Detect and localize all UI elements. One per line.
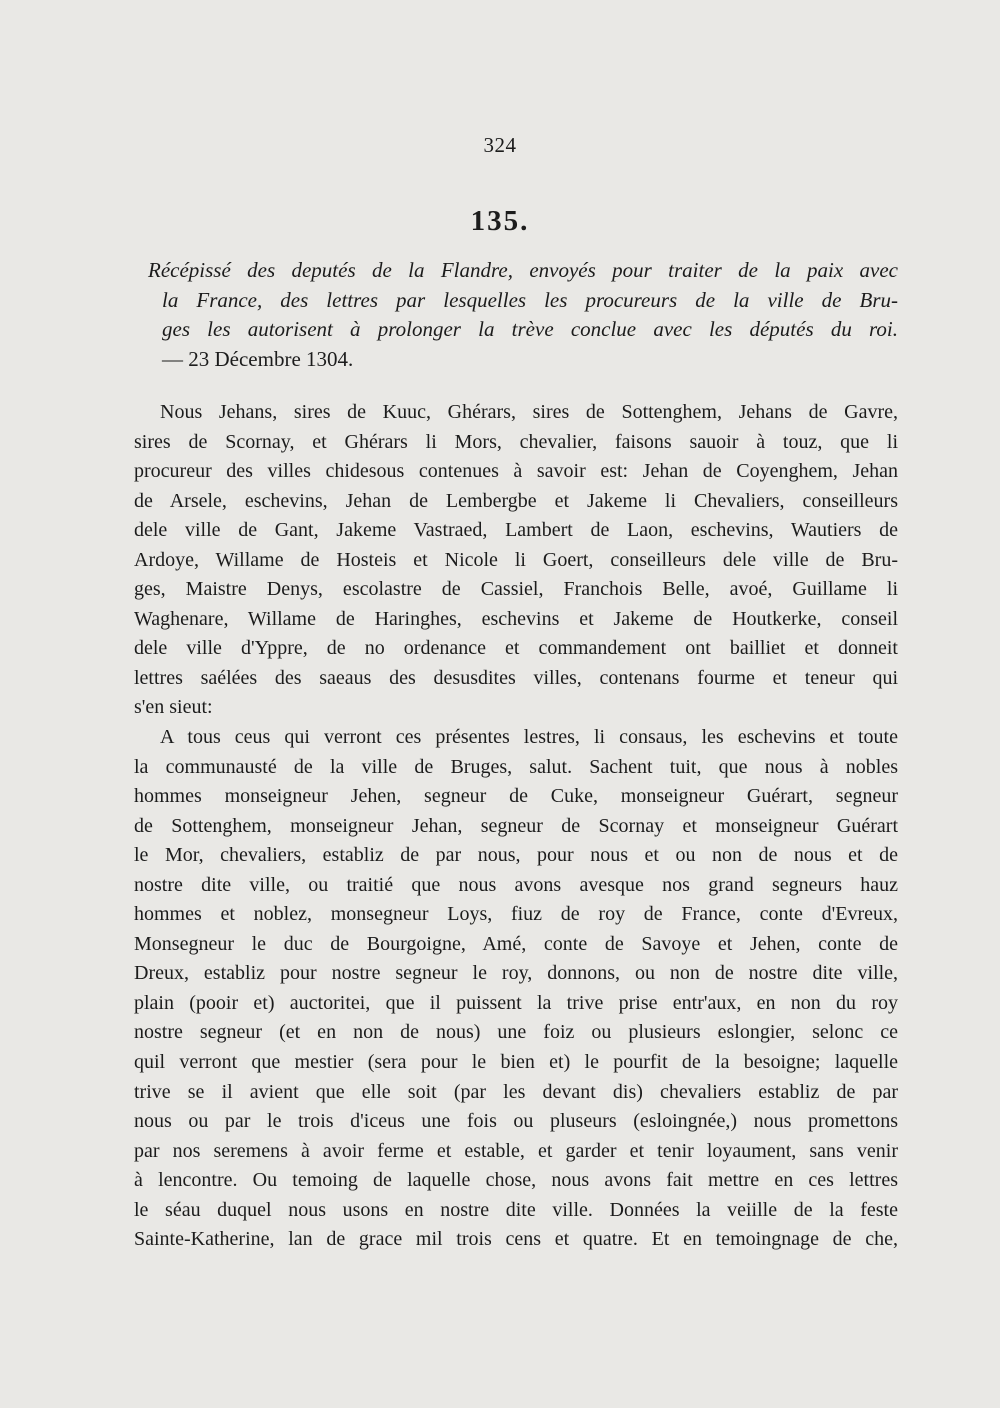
text-line: plain (pooir et) auctoritei, que il puissent la trive prise entr'aux, en non du roy	[134, 991, 898, 1014]
body-text	[134, 398, 898, 1255]
document-summary	[134, 256, 898, 374]
summary-line: ges les autorisent à prolonger la trève conclue avec les députés du roi.	[162, 317, 898, 341]
text-line: à lencontre. Ou temoing de laquelle chose, nous avons fait mettre en ces lettres	[134, 1169, 898, 1192]
text-line: procureur des villes chidesous contenues à savoir est: Jehan de Coyenghem, Jehan	[134, 460, 898, 483]
paragraph	[134, 398, 898, 723]
document-number: 135.	[470, 205, 530, 237]
text-line: Ardoye, Willame de Hosteis et Nicole li Goert, conseilleurs dele ville de Bru-	[134, 548, 898, 571]
text-line: nostre segneur (et en non de nous) une foiz ou plusieurs eslongier, selonc ce	[134, 1021, 898, 1044]
text-line: la communausté de la ville de Bruges, salut. Sachent tuit, que nous à nobles	[134, 755, 898, 778]
text-line: A tous ceus qui verront ces présentes lestres, li consaus, les eschevins et toute	[160, 726, 898, 749]
summary-line: la France, des lettres par lesquelles les procureurs de la ville de Bru-	[162, 287, 898, 312]
text-line: dele ville d'Yppre, de no ordenance et commandement ont bailliet et donneit	[134, 637, 898, 660]
text-line: hommes monseigneur Jehen, segneur de Cuke, monseigneur Guérart, segneur	[134, 785, 898, 808]
text-line: le Mor, chevaliers, establiz de par nous, pour nous et ou non de nous et de	[134, 844, 898, 867]
text-line: lettres saélées des saeaus des desusdites villes, contenans fourme et teneur qui	[134, 666, 898, 689]
text-line: par nos seremens à avoir ferme et estable, et garder et tenir loyaument, sans venir	[134, 1139, 898, 1162]
text-line: dele ville de Gant, Jakeme Vastraed, Lambert de Laon, eschevins, Wautiers de	[134, 519, 898, 542]
text-line: hommes et noblez, monsegneur Loys, fiuz de roy de France, conte d'Evreux,	[134, 903, 898, 926]
text-line: Nous Jehans, sires de Kuuc, Ghérars, sires de Sottenghem, Jehans de Gavre,	[160, 401, 898, 423]
text-line: ges, Maistre Denys, escolastre de Cassiel, Franchois Belle, avoé, Guillame li	[134, 578, 898, 601]
text-line: Monsegneur le duc de Bourgoigne, Amé, conte de Savoye et Jehen, conte de	[134, 932, 898, 955]
text-line: Sainte-Katherine, lan de grace mil trois cens et quatre. Et en temoingnage de che,	[134, 1228, 898, 1251]
summary-date: — 23 Décembre 1304.	[162, 346, 354, 371]
text-line: quil verront que mestier (sera pour le bien et) le pourfit de la besoigne; laquelle	[134, 1051, 898, 1074]
text-line: s'en sieut:	[134, 696, 213, 719]
text-line: Dreux, establiz pour nostre segneur le roy, donnons, ou non de nostre dite ville,	[134, 962, 898, 985]
text-line: nostre dite ville, ou traitié que nous avons avesque nos grand segneurs hauz	[134, 873, 898, 896]
summary-line: Récépissé des deputés de la Flandre, envoyés pour traiter de la paix avec	[148, 258, 898, 282]
text-line: le séau duquel nous usons en nostre dite ville. Données la veiille de la feste	[134, 1198, 898, 1221]
text-line: Waghenare, Willame de Haringhes, eschevins et Jakeme de Houtkerke, conseil	[134, 607, 898, 630]
text-line: de Sottenghem, monseigneur Jehan, segneur de Scornay et monseigneur Guérart	[134, 814, 898, 837]
paragraph	[134, 723, 898, 1255]
text-line: de Arsele, eschevins, Jehan de Lembergbe et Jakeme li Chevaliers, conseilleurs	[134, 489, 898, 512]
text-line: trive se il avient que elle soit (par les devant dis) chevaliers establiz de par	[134, 1080, 898, 1103]
text-line: sires de Scornay, et Ghérars li Mors, chevalier, faisons sauoir à touz, que li	[134, 430, 898, 453]
page-number: 324	[483, 133, 517, 157]
text-line: nous ou par le trois d'iceus une fois ou pluseurs (esloingnée,) nous promettons	[134, 1110, 898, 1133]
